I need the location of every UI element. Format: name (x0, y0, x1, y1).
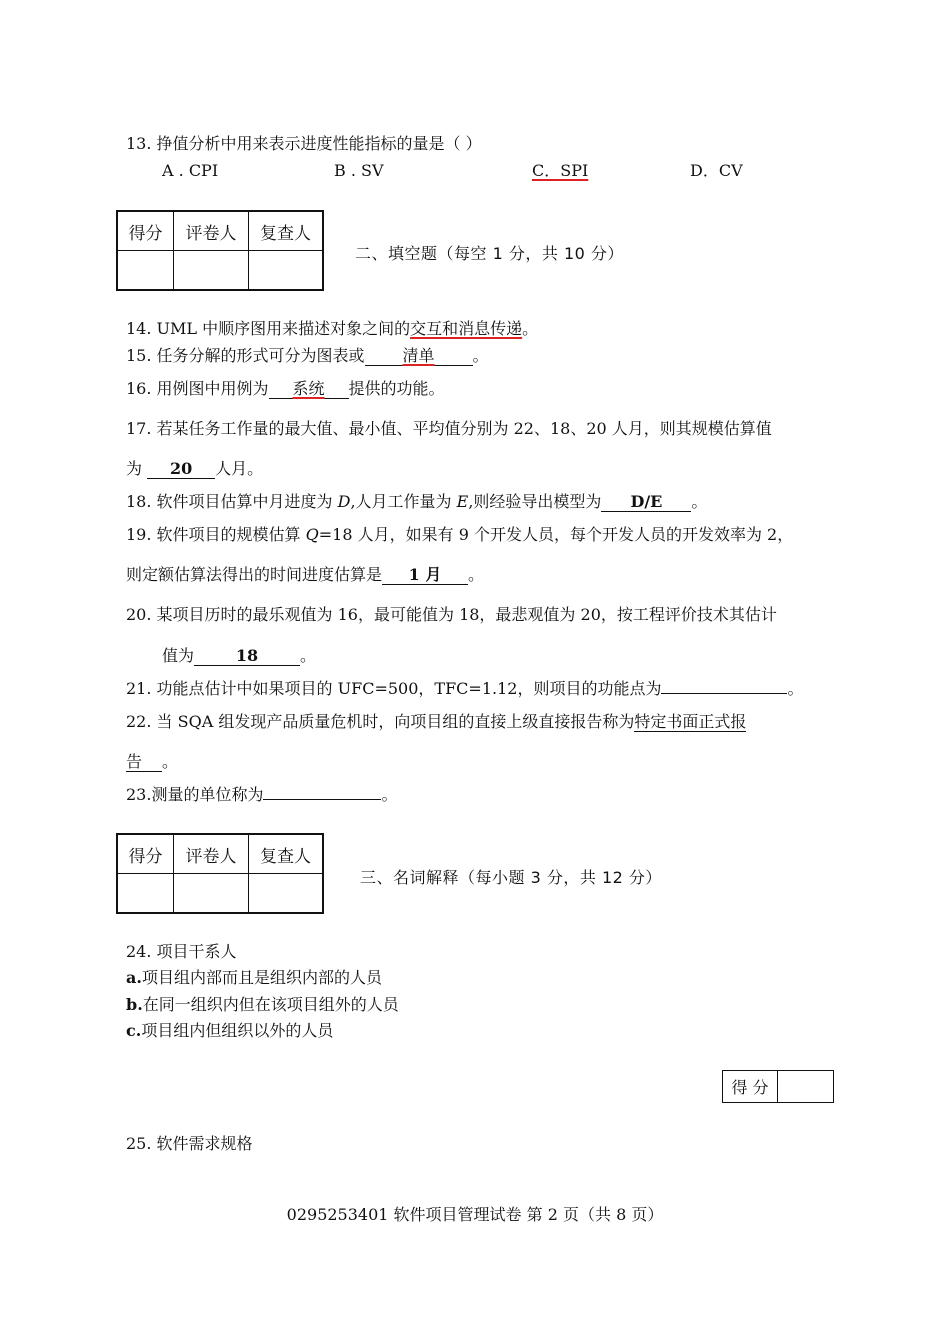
q20-line1: 20. 某项目历时的最乐观值为 16，最可能值为 18，最悲观值为 20，按工程评价技术其估计 (126, 605, 777, 624)
grader-cell[interactable] (174, 251, 249, 291)
q24-item-c-text: 项目组内但组织以外的人员 (141, 1021, 334, 1040)
section-2-title: 二、填空题（每空 1 分，共 10 分） (355, 244, 624, 263)
grader-cell[interactable] (174, 874, 249, 914)
q24-item-c-tag: c. (126, 1021, 142, 1040)
q16-text: 16. 用例图中用例为 (126, 379, 269, 398)
grader-header: 评卷人 (174, 211, 249, 251)
q18-text-2: ,人月工作量为 (350, 492, 457, 511)
small-score-cell[interactable] (778, 1071, 834, 1103)
q20-end: 。 (300, 646, 317, 665)
q24-item-b-tag: b. (126, 995, 143, 1014)
q24-stem: 24. 项目干系人 (126, 942, 237, 961)
q23-text: 23.测量的单位称为 (126, 785, 264, 804)
q22-line1 (126, 711, 746, 733)
q24-item-c (126, 1020, 333, 1042)
q18-var-e: E (456, 492, 469, 511)
score-table-1 (116, 210, 324, 291)
reviewer-cell[interactable] (249, 251, 324, 291)
q22-end: 。 (162, 752, 179, 771)
q19-end: 。 (468, 565, 485, 584)
q15-text: 15. 任务分解的形式可分为图表或 (126, 346, 365, 365)
q18 (126, 491, 707, 513)
q19-var-q: Q (305, 525, 319, 544)
q13-option-c: C．SPI (532, 161, 589, 180)
q17-text: 为 (126, 459, 148, 478)
q23 (126, 784, 397, 806)
q21-text: 21. 功能点估计中如果项目的 UFC=500，TFC=1.12，则项目的功能点为 (126, 679, 662, 698)
q24-item-a-tag: a. (126, 968, 142, 987)
q18-answer: D/E (601, 493, 691, 512)
q13-stem: 13. 挣值分析中用来表示进度性能指标的量是（ ） (126, 134, 482, 153)
q18-text: 18. 软件项目估算中月进度为 (126, 492, 338, 511)
q24-item-a-text: 项目组内部而且是组织内部的人员 (141, 968, 382, 987)
q17-end: 人月。 (215, 459, 264, 478)
q13-option-b: B . SV (334, 161, 384, 180)
q21 (126, 678, 803, 700)
score-table-2 (116, 833, 324, 914)
reviewer-header: 复查人 (249, 834, 324, 874)
q13-option-a: A . CPI (162, 161, 219, 180)
q24-item-a (126, 967, 382, 989)
score-cell[interactable] (117, 251, 174, 291)
q14 (126, 318, 538, 340)
q20-text: 值为 (162, 646, 195, 665)
small-score-box (722, 1070, 834, 1103)
q17-line2 (126, 458, 263, 480)
q15-answer: 清单 (365, 347, 473, 366)
q18-text-3: ,则经验导出模型为 (468, 492, 602, 511)
q22-line2 (126, 751, 178, 773)
q16-answer: 系统 (269, 380, 349, 399)
q16-end: 提供的功能。 (348, 379, 445, 398)
q17-line1: 17. 若某任务工作量的最大值、最小值、平均值分别为 22、18、20 人月，则其规模估算值 (126, 419, 772, 438)
q19-answer: 1 月 (382, 566, 468, 585)
grader-header: 评卷人 (174, 834, 249, 874)
score-header: 得分 (117, 834, 174, 874)
q24-item-b-text: 在同一组织内但在该项目组外的人员 (142, 995, 399, 1014)
q19-line1 (126, 524, 793, 546)
q19-line2 (126, 564, 484, 586)
q14-text: 14. UML 中顺序图用来描述对象之间的 (126, 319, 411, 338)
reviewer-header: 复查人 (249, 211, 324, 251)
q25-stem: 25. 软件需求规格 (126, 1134, 253, 1153)
score-header: 得分 (117, 211, 174, 251)
q18-var-d: D (337, 492, 351, 511)
section-3-title: 三、名词解释（每小题 3 分，共 12 分） (360, 868, 662, 887)
q19-text: 19. 软件项目的规模估算 (126, 525, 306, 544)
reviewer-cell[interactable] (249, 874, 324, 914)
q20-line2 (162, 645, 316, 667)
q18-end: 。 (691, 492, 708, 511)
page-footer: 0295253401 软件项目管理试卷 第 2 页（共 8 页） (286, 1205, 664, 1224)
small-score-label: 得 分 (723, 1071, 778, 1103)
q19-text-3: 则定额估算法得出的时间进度估算是 (126, 565, 383, 584)
q24-item-b (126, 994, 399, 1016)
q15 (126, 345, 489, 367)
q13-option-d: D．CV (690, 161, 743, 180)
q23-end: 。 (381, 785, 398, 804)
score-cell[interactable] (117, 874, 174, 914)
q20-answer: 18 (194, 647, 300, 666)
q14-end: 。 (522, 319, 539, 338)
q21-answer-blank[interactable] (661, 693, 787, 694)
q19-text-2: =18 人月，如果有 9 个开发人员，每个开发人员的开发效率为 2， (318, 525, 794, 544)
q16 (126, 378, 445, 400)
q22-answer-1: 特定书面正式报 (634, 712, 747, 731)
q15-end: 。 (472, 346, 489, 365)
q22-text: 22. 当 SQA 组发现产品质量危机时，向项目组的直接上级直接报告称为 (126, 712, 635, 731)
q17-answer: 20 (147, 460, 215, 479)
q14-answer: 交互和消息传递 (410, 319, 523, 338)
q23-answer-blank[interactable] (263, 799, 381, 800)
q22-answer-2: 告 (126, 753, 162, 772)
q21-end: 。 (787, 679, 804, 698)
